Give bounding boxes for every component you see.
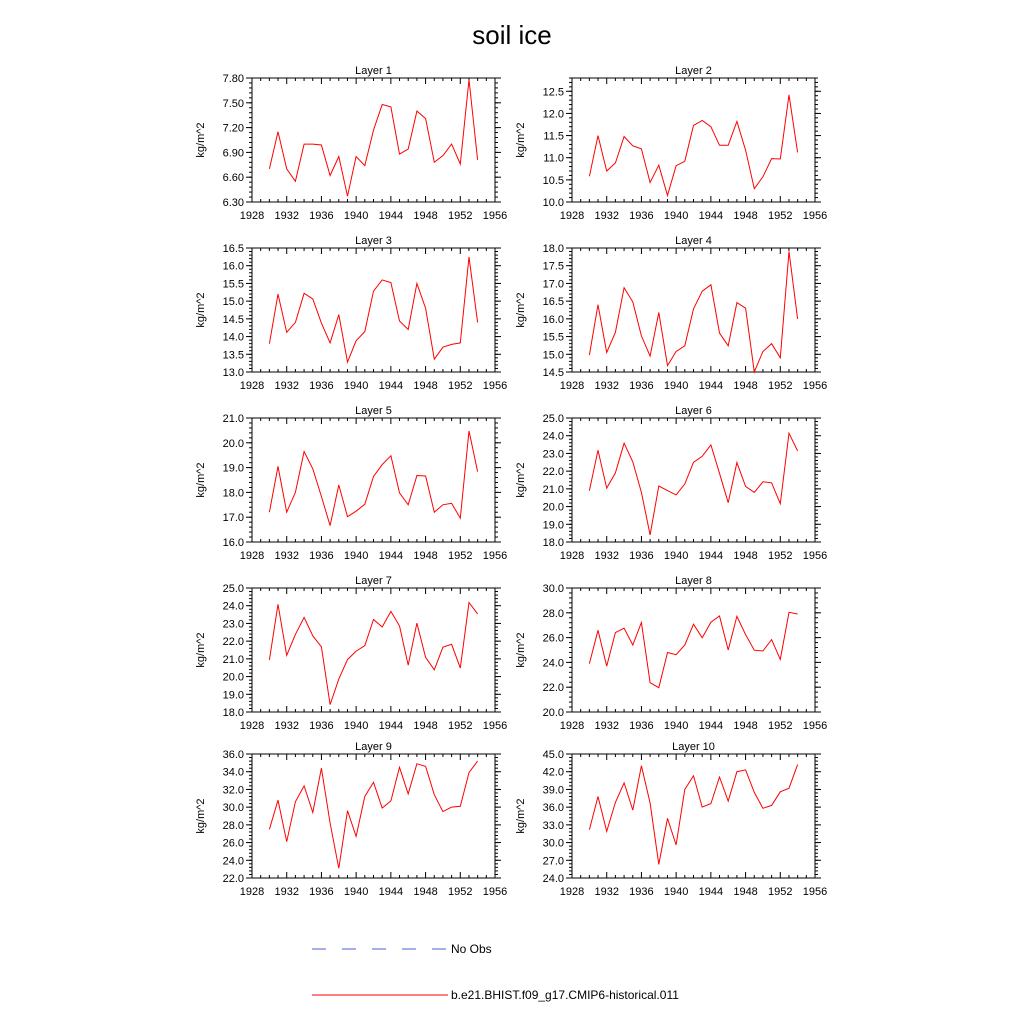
y-tick-label: 12.0 [542,108,564,121]
y-tick-label: 39.0 [542,784,564,797]
y-tick-label: 25.0 [222,583,244,595]
x-tick-label: 1940 [663,886,689,898]
x-tick-label: 1952 [448,210,473,222]
panel-title: Layer 3 [355,235,392,247]
x-tick-label: 1936 [629,380,654,392]
x-tick-label: 1928 [239,720,265,732]
y-tick-label: 20.0 [222,437,244,450]
y-tick-label: 24.0 [542,657,564,670]
x-tick-label: 1940 [663,380,689,392]
x-tick-label: 1956 [802,886,828,898]
y-tick-label: 7.50 [222,97,244,110]
x-tick-label: 1948 [413,550,438,562]
x-tick-label: 1932 [274,886,299,898]
panel-layer-8 [515,575,827,732]
x-tick-label: 1944 [698,886,724,898]
x-tick-label: 1936 [629,886,654,898]
legend-obs-label: No Obs [451,942,492,956]
y-axis-label: kg/m^2 [195,292,207,328]
x-tick-label: 1932 [274,380,299,392]
y-tick-label: 16.0 [222,537,244,549]
y-axis-label: kg/m^2 [515,798,527,834]
plot-frame [572,418,815,542]
y-tick-label: 13.0 [222,367,244,379]
y-axis-label: kg/m^2 [515,462,527,498]
x-tick-label: 1940 [663,210,689,222]
x-tick-label: 1948 [733,550,758,562]
series-line [269,257,477,362]
y-tick-label: 26.0 [542,632,564,645]
x-tick-label: 1928 [559,720,585,732]
y-tick-label: 17.5 [542,260,564,273]
x-tick-label: 1956 [482,210,508,222]
x-tick-label: 1944 [378,380,404,392]
y-axis-label: kg/m^2 [195,632,207,668]
y-tick-label: 20.0 [222,671,244,684]
y-tick-label: 16.5 [222,243,244,255]
y-tick-label: 17.0 [222,512,244,525]
y-tick-label: 14.5 [542,367,564,379]
legend-model-label: b.e21.BHIST.f09_g17.CMIP6-historical.011 [451,988,679,1002]
x-tick-label: 1940 [343,886,369,898]
y-tick-label: 7.20 [222,122,244,135]
plot-frame [572,754,815,878]
x-tick-label: 1944 [378,550,404,562]
x-tick-label: 1940 [343,720,369,732]
y-tick-label: 15.0 [542,349,564,362]
y-tick-label: 21.0 [222,653,244,666]
y-tick-label: 19.0 [222,689,244,702]
series-line [589,433,797,535]
x-tick-label: 1928 [559,886,585,898]
x-tick-label: 1928 [239,380,265,392]
y-tick-label: 45.0 [542,749,564,761]
y-tick-label: 6.60 [222,172,244,185]
x-tick-label: 1932 [594,380,619,392]
panel-layer-9 [195,741,507,898]
plot-frame [252,248,495,372]
x-tick-label: 1936 [309,210,334,222]
series-line [269,761,477,868]
x-tick-label: 1952 [448,886,473,898]
panel-title: Layer 2 [675,65,712,77]
x-tick-label: 1952 [448,380,473,392]
x-tick-label: 1928 [559,210,585,222]
x-tick-label: 1936 [309,380,334,392]
y-tick-label: 22.0 [222,636,244,649]
panel-layer-7 [195,575,507,732]
y-tick-label: 18.0 [222,707,244,719]
y-tick-label: 30.0 [222,802,244,815]
panel-layer-10 [515,741,827,898]
x-tick-label: 1944 [378,210,404,222]
x-tick-label: 1952 [448,550,473,562]
x-tick-label: 1952 [768,210,793,222]
y-tick-label: 11.0 [543,152,564,165]
panel-layer-5 [195,405,507,562]
x-tick-label: 1956 [802,380,828,392]
y-axis-label: kg/m^2 [195,462,207,498]
series-line [589,612,797,687]
y-axis-label: kg/m^2 [515,292,527,328]
x-tick-label: 1940 [663,720,689,732]
y-tick-label: 14.0 [222,331,244,344]
y-tick-label: 13.5 [222,349,244,362]
y-tick-label: 34.0 [222,766,244,779]
y-tick-label: 42.0 [542,766,564,779]
x-tick-label: 1956 [802,210,828,222]
x-tick-label: 1956 [482,550,508,562]
y-tick-label: 26.0 [222,837,244,850]
panel-title: Layer 5 [355,405,392,417]
y-tick-label: 28.0 [542,607,564,620]
series-line [269,80,477,197]
y-tick-label: 20.0 [542,707,564,719]
y-tick-label: 36.0 [222,749,244,761]
y-tick-label: 33.0 [542,819,564,832]
panel-title: Layer 10 [672,741,715,753]
x-tick-label: 1948 [733,720,758,732]
y-tick-label: 20.0 [542,501,564,514]
x-tick-label: 1928 [239,550,265,562]
panel-title: Layer 6 [675,405,712,417]
y-axis-label: kg/m^2 [515,122,527,158]
y-tick-label: 11.5 [543,130,564,143]
x-tick-label: 1948 [733,210,758,222]
x-tick-label: 1952 [768,380,793,392]
panel-layer-6 [515,405,827,562]
y-axis-label: kg/m^2 [515,632,527,668]
y-tick-label: 15.0 [222,296,244,309]
y-tick-label: 19.0 [222,462,244,475]
panel-layer-4 [515,235,827,392]
y-tick-label: 25.0 [542,413,564,425]
y-tick-label: 24.0 [542,430,564,443]
x-tick-label: 1944 [378,720,404,732]
x-tick-label: 1932 [274,210,299,222]
y-tick-label: 21.0 [222,413,244,425]
x-tick-label: 1940 [663,550,689,562]
y-tick-label: 17.0 [542,278,564,291]
x-tick-label: 1944 [698,380,724,392]
x-tick-label: 1952 [768,720,793,732]
x-tick-label: 1932 [594,720,619,732]
x-tick-label: 1936 [309,720,334,732]
y-tick-label: 18.0 [222,487,244,500]
series-line [589,95,797,196]
plot-frame [252,78,495,202]
y-tick-label: 12.5 [542,86,564,99]
series-line [269,603,477,705]
y-tick-label: 15.5 [542,331,564,344]
x-tick-label: 1940 [343,550,369,562]
y-tick-label: 16.0 [542,313,564,326]
panel-layer-3 [195,235,507,392]
panel-title: Layer 4 [675,235,712,247]
y-axis-label: kg/m^2 [195,798,207,834]
figure-title: soil ice [472,20,552,50]
y-tick-label: 15.5 [222,278,244,291]
y-tick-label: 7.80 [222,73,244,85]
y-tick-label: 22.0 [542,466,564,479]
x-tick-label: 1956 [482,886,508,898]
panel-title: Layer 8 [675,575,712,587]
series-line [589,252,797,373]
plot-frame [572,78,815,202]
y-tick-label: 23.0 [542,448,564,461]
x-tick-label: 1928 [559,550,585,562]
series-line [589,765,797,865]
x-tick-label: 1932 [274,550,299,562]
panel-title: Layer 9 [355,741,392,753]
x-tick-label: 1936 [629,210,654,222]
y-tick-label: 24.0 [222,600,244,613]
x-tick-label: 1948 [413,886,438,898]
x-tick-label: 1928 [239,210,265,222]
x-tick-label: 1932 [274,720,299,732]
y-tick-label: 10.0 [542,197,564,209]
x-tick-label: 1940 [343,210,369,222]
x-tick-label: 1940 [343,380,369,392]
y-tick-label: 24.0 [542,873,564,885]
x-tick-label: 1936 [309,886,334,898]
y-tick-label: 30.0 [542,837,564,850]
y-tick-label: 14.5 [222,313,244,326]
x-tick-label: 1956 [802,720,828,732]
x-tick-label: 1932 [594,210,619,222]
plot-frame [252,418,495,542]
y-tick-label: 23.0 [222,618,244,631]
y-tick-label: 36.0 [542,802,564,815]
y-tick-label: 18.0 [542,243,564,255]
x-tick-label: 1928 [559,380,585,392]
x-tick-label: 1948 [733,380,758,392]
panel-title: Layer 7 [355,575,392,587]
y-tick-label: 6.30 [222,197,244,209]
x-tick-label: 1932 [594,550,619,562]
x-tick-label: 1936 [629,550,654,562]
x-tick-label: 1932 [594,886,619,898]
y-tick-label: 30.0 [542,583,564,595]
x-tick-label: 1952 [768,550,793,562]
y-tick-label: 10.5 [542,174,564,187]
y-tick-label: 19.0 [542,519,564,532]
panel-title: Layer 1 [355,65,392,77]
x-tick-label: 1952 [448,720,473,732]
y-tick-label: 18.0 [542,537,564,549]
y-tick-label: 6.90 [222,147,244,160]
x-tick-label: 1944 [378,886,404,898]
y-tick-label: 21.0 [542,483,564,496]
x-tick-label: 1948 [413,210,438,222]
x-tick-label: 1948 [413,380,438,392]
x-tick-label: 1952 [768,886,793,898]
x-tick-label: 1936 [629,720,654,732]
legend [312,942,679,1002]
y-tick-label: 24.0 [222,855,244,868]
y-tick-label: 16.5 [542,296,564,309]
y-tick-label: 27.0 [542,855,564,868]
y-tick-label: 22.0 [222,873,244,885]
y-tick-label: 32.0 [222,784,244,797]
y-tick-label: 28.0 [222,819,244,832]
x-tick-label: 1956 [482,720,508,732]
x-tick-label: 1928 [239,886,265,898]
x-tick-label: 1936 [309,550,334,562]
x-tick-label: 1944 [698,550,724,562]
plot-frame [572,588,815,712]
panel-layer-2 [515,65,827,222]
y-tick-label: 16.0 [222,260,244,273]
x-tick-label: 1956 [802,550,828,562]
plot-frame [252,754,495,878]
series-line [269,431,477,526]
y-axis-label: kg/m^2 [195,122,207,158]
x-tick-label: 1948 [413,720,438,732]
x-tick-label: 1944 [698,720,724,732]
panels [195,65,827,898]
x-tick-label: 1944 [698,210,724,222]
x-tick-label: 1956 [482,380,508,392]
panel-layer-1 [195,65,507,222]
y-tick-label: 22.0 [542,682,564,695]
x-tick-label: 1948 [733,886,758,898]
